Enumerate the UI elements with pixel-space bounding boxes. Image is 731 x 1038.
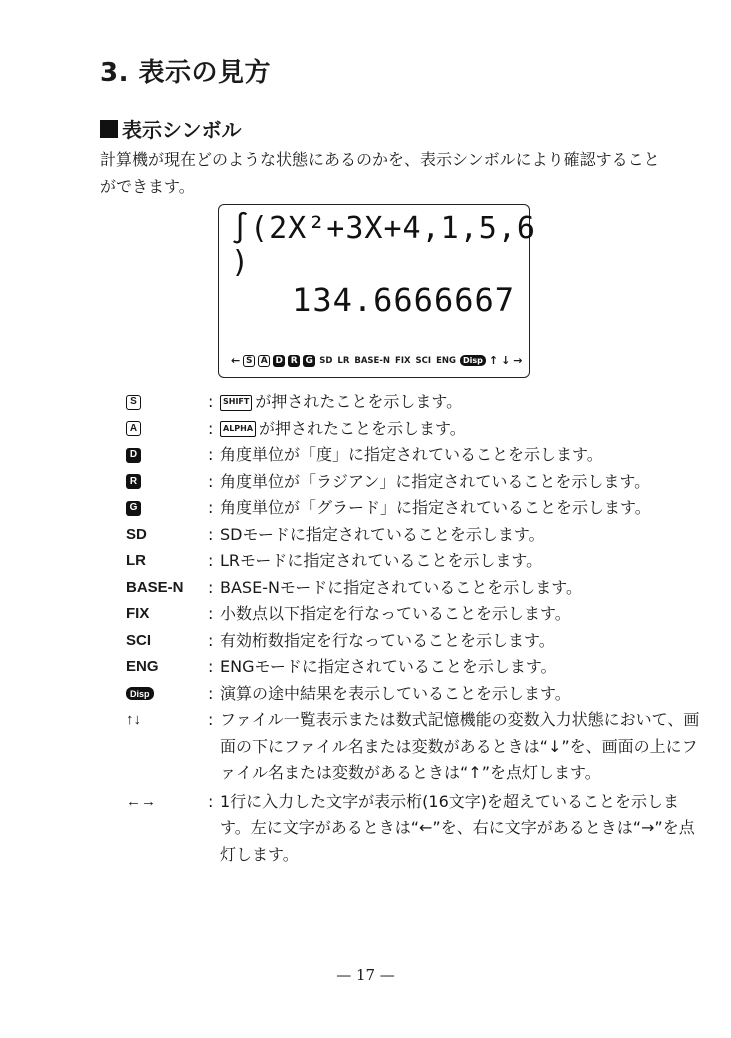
shift-key-icon: SHIFT xyxy=(220,395,252,411)
definition-text: ファイル一覧表示または数式記憶機能の変数入力状態において、画面の下にファイル名または変数があるときは“↓”を、画面の上にファイル名または変数があるときは“↑”を点灯します。 xyxy=(220,710,700,782)
right-arrow-icon: → xyxy=(513,354,523,367)
left-right-arrow-icon: ←→ xyxy=(126,792,156,810)
definition-symbol xyxy=(126,495,208,522)
sub-title-text: 表示シンボル xyxy=(122,118,242,142)
up-arrow-icon: ↑ xyxy=(488,354,499,367)
down-arrow-icon: ↓ xyxy=(501,354,511,367)
definition-text: 1行に入力した文字が表示桁(16文字)を超えていることを示します。左に文字があるときは“←”を、右に文字があるときは“→”を点灯します。 xyxy=(220,791,695,864)
black-square-icon xyxy=(100,120,118,138)
lr-indicator: LR xyxy=(337,355,350,366)
shift-indicator-icon: S xyxy=(126,395,141,410)
section-title: 3. 表示の見方 xyxy=(100,58,272,88)
definition-row: SD : SDモードに指定されていることを示します。 xyxy=(126,522,706,549)
sci-indicator: SCI xyxy=(415,355,432,366)
radian-indicator-icon: R xyxy=(288,355,300,367)
definition-text: ENGモードに指定されていることを示します。 xyxy=(220,657,557,676)
sd-indicator: SD xyxy=(319,355,333,366)
definition-text: 有効桁数指定を行なっていることを示します。 xyxy=(220,630,555,650)
definition-text: SHIFT が押されたことを示します。 xyxy=(220,389,706,416)
definition-text: BASE-Nモードに指定されていることを示します。 xyxy=(220,577,583,597)
calculator-display xyxy=(218,204,536,378)
definition-text: SDモードに指定されていることを示します。 xyxy=(220,524,545,544)
definition-row: S : SHIFT が押されたことを示します。 xyxy=(126,389,706,416)
grad-indicator-icon: G xyxy=(126,501,141,516)
definition-row: ←→ : 1行に入力した文字が表示桁(16文字)を超えていることを示します。左に文字があるときは“←”を、右に文字があるときは“→”を点灯します。 xyxy=(126,789,706,869)
definition-row: FIX : 小数点以下指定を行なっていることを示します。 xyxy=(126,601,706,628)
definition-symbol xyxy=(126,681,208,708)
display-line-2: ) xyxy=(231,245,251,280)
degree-indicator-icon: D xyxy=(126,448,141,463)
definition-symbol xyxy=(126,469,208,496)
definition-symbol: FIX xyxy=(126,605,150,622)
definition-row: Disp : 演算の途中結果を表示していることを示します。 xyxy=(126,681,706,708)
definition-symbol xyxy=(126,442,208,469)
display-line-1: ∫(2X²+3X+4,1,5,6 xyxy=(231,211,536,246)
definition-text: 角度単位が「度」に指定されていることを示します。 xyxy=(220,445,603,464)
symbol-definition-list xyxy=(126,389,706,868)
definition-text: ALPHA が押されたことを示します。 xyxy=(220,416,706,443)
shift-indicator-icon: S xyxy=(243,355,255,367)
grad-indicator-icon: G xyxy=(303,355,315,367)
definition-symbol: SD xyxy=(126,525,147,543)
fix-indicator: FIX xyxy=(395,355,411,366)
alpha-indicator-icon: A xyxy=(258,355,270,367)
definition-symbol: ENG xyxy=(126,658,159,675)
definition-row: ↑↓ : ファイル一覧表示または数式記憶機能の変数入力状態において、画面の下にファイル名または変数があるときは“↓”を、画面の上にファイル名または変数があるときは“↑”を点灯します。 xyxy=(126,707,706,787)
display-symbol-row xyxy=(231,354,523,367)
page-number: — 17 — xyxy=(336,966,395,984)
definition-symbol xyxy=(126,416,208,443)
disp-indicator-icon: Disp xyxy=(126,687,154,700)
definition-symbol xyxy=(126,389,208,416)
degree-indicator-icon: D xyxy=(273,355,285,367)
definition-text: 演算の途中結果を表示していることを示します。 xyxy=(220,683,571,703)
definition-text: 小数点以下指定を行なっていることを示します。 xyxy=(220,604,571,623)
definition-text: 角度単位が「ラジアン」に指定されていることを示します。 xyxy=(220,471,651,491)
definition-symbol: SCI xyxy=(126,631,152,649)
alpha-key-icon: ALPHA xyxy=(220,421,256,437)
definition-symbol: LR xyxy=(126,552,146,569)
definition-row: D : 角度単位が「度」に指定されていることを示します。 xyxy=(126,442,706,469)
sub-title xyxy=(100,114,242,143)
alpha-indicator-icon: A xyxy=(126,421,141,436)
eng-indicator: ENG xyxy=(436,355,456,366)
left-arrow-icon: ← xyxy=(231,354,241,367)
definition-symbol: BASE-N xyxy=(126,578,184,596)
definition-row: G : 角度単位が「グラード」に指定されていることを示します。 xyxy=(126,495,706,522)
display-result: 134.6666667 xyxy=(292,281,515,319)
definition-row: ENG : ENGモードに指定されていることを示します。 xyxy=(126,654,706,681)
definition-text: 角度単位が「グラード」に指定されていることを示します。 xyxy=(220,498,651,517)
definition-row: BASE-N : BASE-Nモードに指定されていることを示します。 xyxy=(126,575,706,602)
radian-indicator-icon: R xyxy=(126,474,141,489)
definition-row: SCI : 有効桁数指定を行なっていることを示します。 xyxy=(126,628,706,655)
definition-row: LR : LRモードに指定されていることを示します。 xyxy=(126,548,706,575)
definition-row: R : 角度単位が「ラジアン」に指定されていることを示します。 xyxy=(126,469,706,496)
definition-row: A : ALPHA が押されたことを示します。 xyxy=(126,416,706,443)
definition-text: LRモードに指定されていることを示します。 xyxy=(220,551,543,570)
up-down-arrow-icon: ↑↓ xyxy=(126,711,141,728)
disp-indicator-icon: Disp xyxy=(460,355,486,366)
intro-paragraph: 計算機が現在どのような状態にあるのかを、表示シンボルにより確認することができます。 xyxy=(100,150,660,196)
base-n-indicator: BASE-N xyxy=(354,355,391,366)
